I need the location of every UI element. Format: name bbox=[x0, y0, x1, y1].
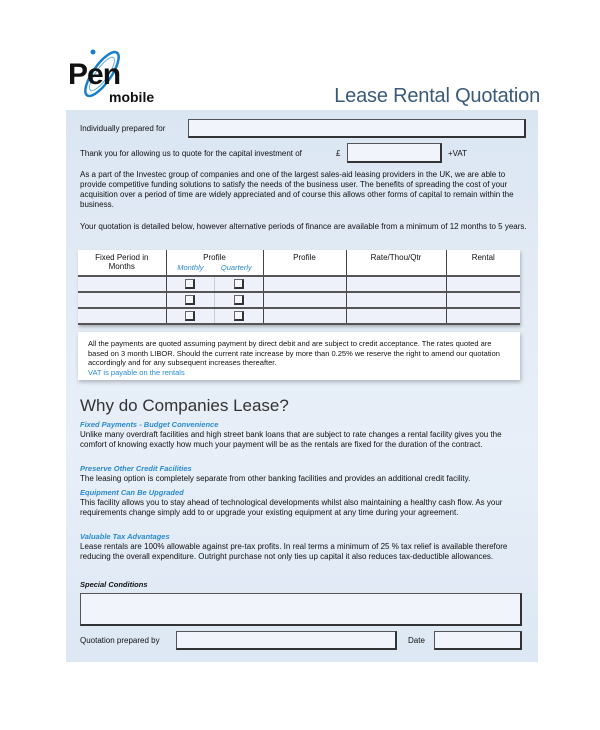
quarterly-cell bbox=[214, 308, 263, 324]
period-cell[interactable] bbox=[78, 292, 166, 308]
header-profile-frequency bbox=[166, 250, 263, 276]
why-lease-heading: Why do Companies Lease? bbox=[80, 396, 289, 415]
table-row bbox=[78, 308, 520, 324]
header-profile: Profile bbox=[263, 250, 346, 276]
rate-cell[interactable] bbox=[346, 292, 446, 308]
header-rental: Rental bbox=[446, 250, 520, 276]
quarterly-cell bbox=[214, 292, 263, 308]
intro-paragraph: As a part of the Investec group of companies and one of the largest sales-aid leasing providers in the UK, we are able to provide competitive funding solutions to satisfy the needs of the business user. The benefits of spreading the cost of your acquisition over a period of time are widely appreciated and of course this allows other forms of capital to remain within the business. bbox=[80, 170, 514, 209]
quarterly-cell bbox=[214, 276, 263, 292]
benefit-heading: Preserve Other Credit Facilities bbox=[80, 464, 192, 473]
payment-terms-note bbox=[78, 332, 520, 380]
table-header-row bbox=[78, 250, 520, 276]
monthly-checkbox[interactable] bbox=[185, 311, 195, 321]
header-quarterly-label: Quarterly bbox=[220, 263, 252, 272]
header-fixed-period-label: Fixed Period in Months bbox=[95, 253, 149, 271]
monthly-checkbox[interactable] bbox=[185, 279, 195, 289]
special-conditions-input[interactable] bbox=[80, 593, 522, 626]
logo-brand-main: Pen bbox=[68, 58, 121, 91]
header-rate: Rate/Thou/Qtr bbox=[346, 250, 446, 276]
monthly-cell bbox=[166, 276, 214, 292]
benefit-text: The leasing option is completely separate from other banking facilities and provides an additional credit facility. bbox=[80, 474, 471, 483]
payment-terms-text: All the payments are quoted assuming payment by direct debit and are subject to credit acceptance. The rates quoted are based on 3 month LIBOR. Should the current rate increase by more than 0.25% we reserve the right to amend our quotation accordingly and for any subsequent increases thereafter. bbox=[88, 339, 500, 367]
rate-cell[interactable] bbox=[346, 308, 446, 324]
prepared-for-input[interactable] bbox=[188, 119, 526, 138]
quarterly-checkbox[interactable] bbox=[234, 311, 244, 321]
benefit-text: Unlike many overdraft facilities and high street bank loans that are subject to rate changes a rental facility gives you the comfort of knowing exactly how much your payment will be as the rentals are fixed for the duration of the contract. bbox=[80, 430, 502, 449]
rate-cell[interactable] bbox=[346, 276, 446, 292]
header-monthly-label: Monthly bbox=[177, 263, 204, 272]
currency-symbol: £ bbox=[336, 149, 341, 158]
investment-label: Thank you for allowing us to quote for the capital investment of bbox=[80, 149, 302, 158]
header-fixed-period bbox=[78, 250, 166, 276]
date-input[interactable] bbox=[434, 631, 522, 650]
document-title: Lease Rental Quotation bbox=[334, 85, 540, 107]
benefit-text: This facility allows you to stay ahead of technological developments whilst also maintaining a healthy cash flow. As your requirements change simply add to or upgrade your existing equipment at any time during your agreement. bbox=[80, 498, 503, 517]
monthly-cell bbox=[166, 292, 214, 308]
benefit-heading: Fixed Payments - Budget Convenience bbox=[80, 420, 219, 429]
benefit-heading: Valuable Tax Advantages bbox=[80, 532, 170, 541]
benefit-heading: Equipment Can Be Upgraded bbox=[80, 488, 184, 497]
profile-cell[interactable] bbox=[263, 308, 346, 324]
quotation-panel bbox=[66, 110, 538, 662]
logo-brand-sub: mobile bbox=[109, 89, 155, 105]
vat-payable-note: VAT is payable on the rentals bbox=[88, 367, 185, 377]
period-cell[interactable] bbox=[78, 276, 166, 292]
profile-cell[interactable] bbox=[263, 292, 346, 308]
special-conditions-label: Special Conditions bbox=[80, 580, 148, 589]
table-row bbox=[78, 292, 520, 308]
quarterly-checkbox[interactable] bbox=[234, 295, 244, 305]
rental-cell[interactable] bbox=[446, 276, 520, 292]
monthly-checkbox[interactable] bbox=[185, 295, 195, 305]
prepared-by-label: Quotation prepared by bbox=[80, 636, 160, 645]
header-profile-label: Profile bbox=[203, 253, 226, 262]
prepared-for-label: Individually prepared for bbox=[80, 124, 166, 133]
quarterly-checkbox[interactable] bbox=[234, 279, 244, 289]
quotation-period-paragraph: Your quotation is detailed below, however alternative periods of finance are available from a minimum of 12 months to 5 years. bbox=[80, 222, 527, 231]
monthly-cell bbox=[166, 308, 214, 324]
table-row bbox=[78, 276, 520, 292]
investment-amount-input[interactable] bbox=[347, 143, 442, 163]
rental-cell[interactable] bbox=[446, 292, 520, 308]
profile-cell[interactable] bbox=[263, 276, 346, 292]
date-label: Date bbox=[408, 636, 425, 645]
vat-suffix: +VAT bbox=[448, 149, 468, 158]
pen-mobile-logo bbox=[66, 44, 166, 108]
quote-table bbox=[78, 250, 520, 325]
rental-cell[interactable] bbox=[446, 308, 520, 324]
benefit-text: Lease rentals are 100% allowable against pre-tax profits. In real terms a minimum of 25 % tax relief is available therefore reducing the overall expenditure. Outright purchase not only ties up capital it also reduces tax-deductible allowances. bbox=[80, 542, 508, 561]
prepared-by-input[interactable] bbox=[176, 631, 397, 650]
period-cell[interactable] bbox=[78, 308, 166, 324]
